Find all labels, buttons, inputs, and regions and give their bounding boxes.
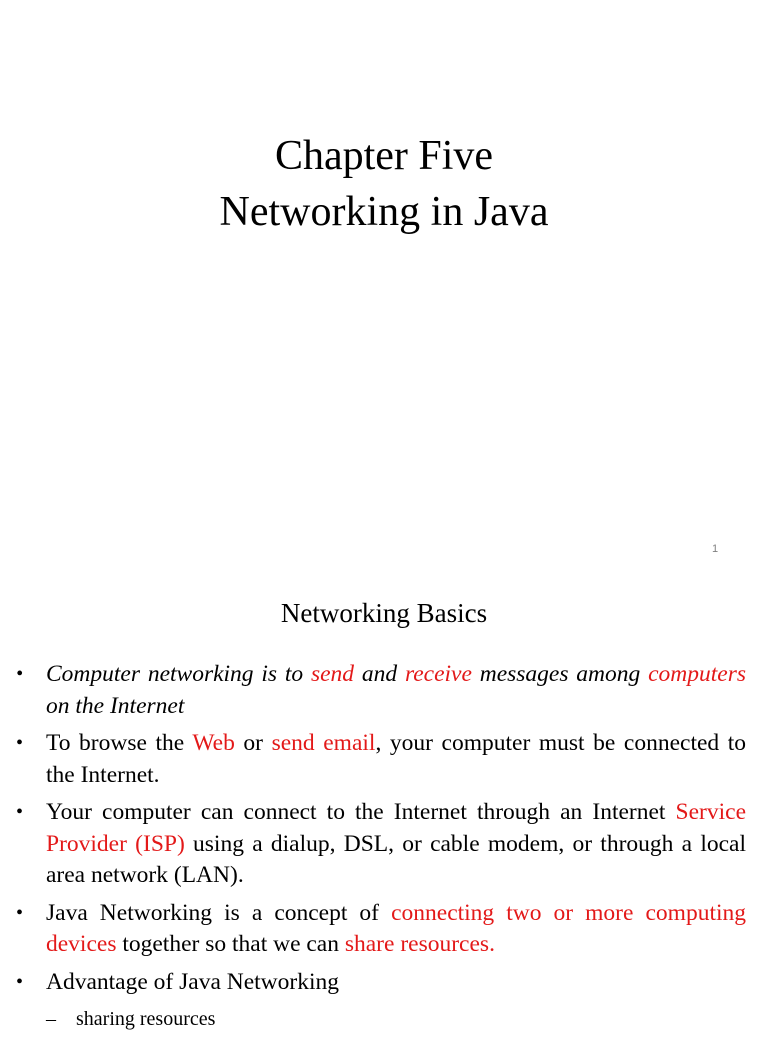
chapter-title: Chapter Five	[274, 133, 494, 179]
bullet-text: on the Internet	[46, 692, 185, 719]
bullet-text: Your computer can connect to the Internet through an Internet	[46, 799, 676, 825]
bullet-marker: •	[16, 801, 24, 823]
bullet-text: messages among	[471, 661, 649, 687]
highlight-text: receive	[404, 661, 472, 687]
slide-heading: Networking Basics	[280, 598, 488, 628]
sub-bullet-item	[0, 1006, 746, 1032]
highlight-text: computers	[648, 661, 746, 687]
bullet-item	[0, 797, 768, 892]
highlight-text: send email	[271, 730, 376, 756]
bullet-text: To browse the	[46, 730, 193, 756]
bullet-text: together so that we can	[116, 931, 345, 957]
bullet-text: Computer networking is to	[46, 661, 311, 687]
bullet-text: using a dialup, DSL, or cable modem, or through a local area network (LAN).	[46, 830, 747, 888]
bullet-text: Java Networking is a concept of	[46, 899, 392, 926]
bullet-text: or	[234, 730, 272, 756]
bullet-item	[0, 967, 768, 1033]
bullet-marker: •	[16, 663, 24, 685]
bullet-text: and	[354, 661, 405, 687]
bullet-item	[0, 898, 768, 961]
highlight-text: share resources	[344, 931, 490, 957]
bullet-marker: •	[16, 901, 24, 924]
bullet-text: Advantage of Java Networking	[46, 968, 340, 995]
highlight-text: send	[310, 661, 355, 687]
highlight-text: Service Provider (ISP)	[46, 799, 746, 857]
bullet-item	[0, 728, 768, 791]
chapter-subtitle: Networking in Java	[219, 189, 549, 235]
highlight-text: connecting two or more computing devices	[46, 899, 747, 957]
bullet-item	[0, 659, 768, 722]
slide-number: 1	[712, 543, 719, 555]
highlight-text: .	[489, 931, 495, 957]
bullet-text: , your computer must be connected to the Internet.	[46, 730, 747, 788]
bullet-marker: •	[16, 970, 24, 993]
bullet-marker: •	[16, 732, 24, 754]
highlight-text: Web	[192, 730, 235, 756]
sub-bullet-text: sharing resources	[76, 1008, 216, 1030]
bullet-list	[0, 659, 768, 1038]
slide-networking-basics	[0, 570, 768, 1030]
slide-title-block	[0, 128, 768, 240]
sub-bullet-marker: –	[46, 1008, 56, 1030]
